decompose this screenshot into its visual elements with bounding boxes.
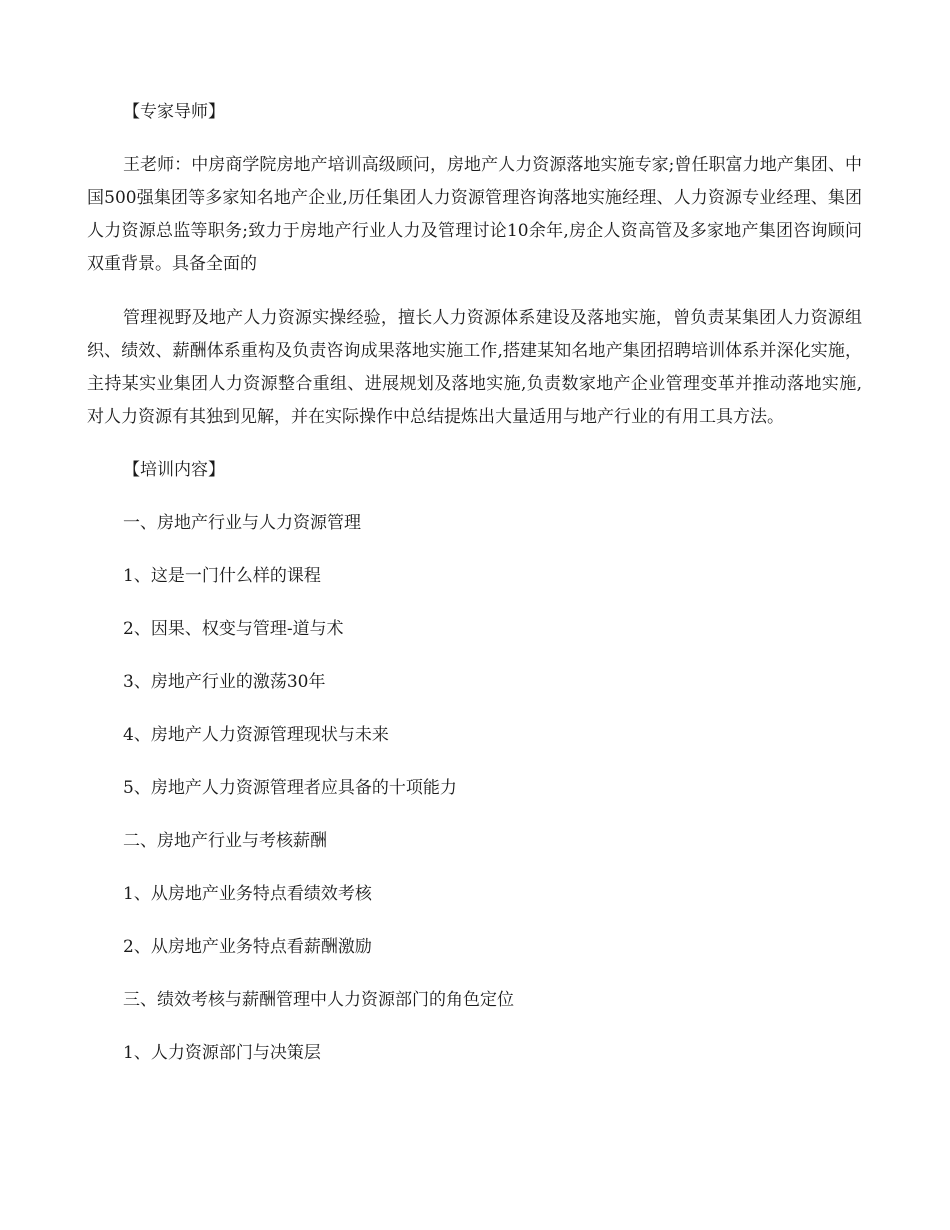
document-body: [87, 96, 862, 1070]
outline-section-heading: 二、房地产行业与考核薪酬: [123, 831, 327, 851]
outline-item: 1、这是一门什么样的课程: [123, 566, 321, 586]
expert-bio-paragraph-2: 管理视野及地产人力资源实操经验，擅长人力资源体系建设及落地实施，曾负责某集团人力资源组织、绩效、薪酬体系重构及负责咨询成果落地实施工作,搭建某知名地产集团招聘培训体系并深化实施，主持某实业集团人力资源整合重组、进展规划及落地实施,负责数家地产企业管理变革并推动落地实施,对人力资源有其独到见解，并在实际操作中总结提炼出大量适用与地产行业的有用工具方法。: [87, 308, 862, 427]
outline-item: 2、因果、权变与管理-道与术: [123, 619, 344, 639]
outline-item: 4、房地产人力资源管理现状与未来: [123, 725, 389, 745]
outline-item: 2、从房地产业务特点看薪酬激励: [123, 937, 372, 957]
expert-bio-paragraph-1: 王老师：中房商学院房地产培训高级顾问，房地产人力资源落地实施专家;曾任职富力地产集团、中国500强集团等多家知名地产企业,历任集团人力资源管理咨询落地实施经理、人力资源专业经理、集团人力资源总监等职务;致力于房地产行业人力及管理讨论10余年,房企人资高管及多家地产集团咨询顾问双重背景。具备全面的: [87, 155, 862, 274]
expert-heading: 【专家导师】: [123, 102, 225, 122]
training-heading: 【培训内容】: [123, 460, 225, 480]
outline-item: 5、房地产人力资源管理者应具备的十项能力: [123, 778, 457, 798]
outline-item: 1、从房地产业务特点看绩效考核: [123, 884, 372, 904]
outline-item: 3、房地产行业的激荡30年: [123, 672, 326, 692]
outline-section-heading: 一、房地产行业与人力资源管理: [123, 513, 361, 533]
outline-item: 1、人力资源部门与决策层: [123, 1043, 321, 1063]
outline-section-heading: 三、绩效考核与薪酬管理中人力资源部门的角色定位: [123, 990, 514, 1010]
